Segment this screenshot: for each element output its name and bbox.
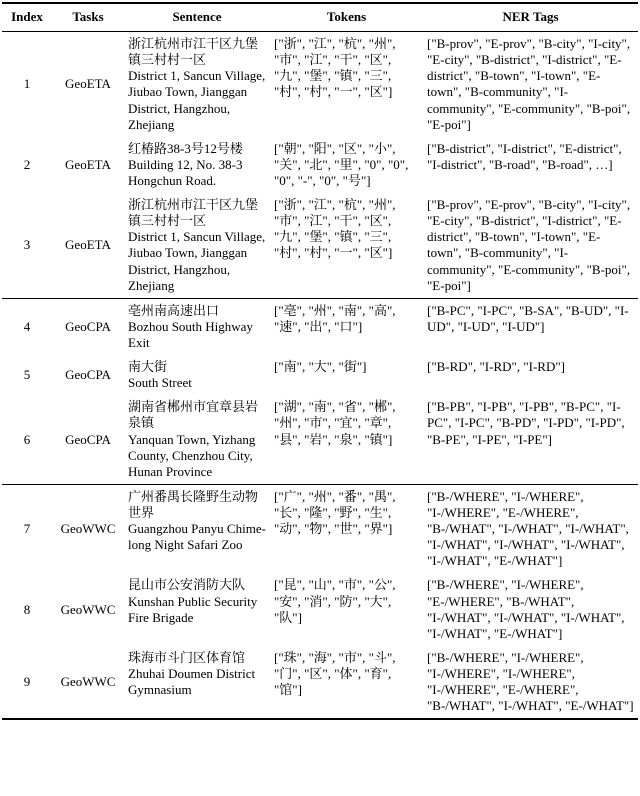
cell-sentence: [124, 298, 270, 355]
cell-ner-tags: ["B-PB", "I-PB", "I-PB", "B-PC", "I-PC", "I-PC", "B-PD", "I-PD", "I-PD", "B-PE", "I-PE", "I-PE"]: [427, 399, 625, 447]
cell-sentence: [124, 646, 270, 719]
table-row: [2, 573, 638, 645]
sentence-english: Bozhou South Highway Exit: [128, 318, 253, 350]
cell-ner-tags: ["B-/WHERE", "I-/WHERE", "E-/WHERE", "B-/WHAT", "I-/WHAT", "I-/WHAT", "I-/WHAT", "I-/WHAT", "E-/WHAT"]: [427, 577, 625, 641]
table-row: [2, 137, 638, 193]
cell-task: GeoETA: [65, 156, 111, 172]
cell-sentence: [124, 484, 270, 573]
sentence-chinese: 昆山市公安消防大队: [128, 577, 246, 593]
cell-task: GeoWWC: [60, 673, 116, 689]
table-row: [2, 32, 638, 137]
sentence-english: District 1, Sancun Village, Jiubao Town, Jianggan District, Hangzhou, Zhejiang: [128, 68, 266, 132]
table-row: [2, 298, 638, 355]
table-row: [2, 646, 638, 719]
cell-index: 6: [23, 431, 31, 447]
cell-sentence: [124, 137, 270, 193]
sentence-chinese: 珠海市斗门区体育馆: [128, 649, 246, 665]
table-row: [2, 355, 638, 395]
column-header-ner-tags: NER Tags: [423, 3, 638, 32]
table-row: [2, 395, 638, 484]
column-header-sentence: Sentence: [124, 3, 270, 32]
table-body: [2, 32, 638, 720]
cell-tokens: ["湖", "南", "省", "郴", "州", "市", "宜", "章", "县", "岩", "泉", "镇"]: [274, 399, 396, 447]
cell-index: 1: [23, 76, 31, 92]
cell-ner-tags: ["B-district", "I-district", "E-district", "I-district", "B-road", "B-road", …]: [427, 140, 622, 172]
sentence-english: District 1, Sancun Village, Jiubao Town, Jianggan District, Hangzhou, Zhejiang: [128, 229, 266, 293]
cell-tokens: ["朝", "阳", "区", "小", "关", "北", "里", "0", "0", "0", "-", "0", "号"]: [274, 140, 409, 188]
cell-task: GeoETA: [65, 76, 111, 92]
cell-sentence: [124, 395, 270, 484]
header-row: [2, 3, 638, 32]
cell-index: 2: [23, 156, 31, 172]
sentence-english: Kunshan Public Security Fire Brigade: [128, 593, 258, 625]
cell-ner-tags: ["B-PC", "I-PC", "B-SA", "B-UD", "I-UD", "I-UD", "I-UD"]: [423, 298, 638, 355]
sentence-english: South Street: [128, 375, 192, 391]
sentence-chinese: 湖南省郴州市宜章县岩泉镇: [128, 399, 259, 431]
cell-tokens: ["浙", "江", "杭", "州", "市", "江", "干", "区", "九", "堡", "镇", "三", "村", "村", "一", "区"]: [274, 197, 396, 261]
cell-index: 3: [23, 237, 31, 253]
cell-index: 5: [23, 367, 31, 383]
cell-task: GeoWWC: [52, 484, 124, 573]
cell-tokens: ["南", "大", "街"]: [274, 359, 367, 375]
cell-task: GeoETA: [65, 237, 111, 253]
ner-examples-table: [2, 2, 638, 720]
cell-task: GeoWWC: [60, 601, 116, 617]
cell-sentence: [124, 355, 270, 395]
cell-tokens: ["亳", "州", "南", "高", "速", "出", "口"]: [270, 298, 423, 355]
cell-index: 4: [2, 298, 52, 355]
sentence-english: Guangzhou Panyu Chime-long Night Safari Zoo: [128, 521, 266, 553]
sentence-english: Building 12, No. 38-3 Hongchun Road.: [128, 156, 243, 188]
cell-ner-tags: ["B-prov", "E-prov", "B-city", "I-city", "E-city", "B-district", "I-district", "E-district", "B-town", "I-town", "E-town", "B-community", "I-community", "E-community", "B-poi", "E-poi"]: [427, 197, 631, 293]
sentence-chinese: 红椿路38-3号12号楼: [128, 140, 243, 156]
cell-task: GeoCPA: [52, 298, 124, 355]
cell-task: GeoCPA: [65, 431, 111, 447]
cell-sentence: [124, 193, 270, 298]
sentence-chinese: 广州番禺长隆野生动物世界: [128, 488, 259, 520]
cell-index: 9: [23, 673, 31, 689]
cell-tokens: ["广", "州", "番", "禺", "长", "隆", "野", "生", "动", "物", "世", "界"]: [270, 484, 423, 573]
cell-index: 8: [23, 601, 31, 617]
cell-ner-tags: ["B-/WHERE", "I-/WHERE", "I-/WHERE", "E-/WHERE", "B-/WHAT", "I-/WHAT", "I-/WHAT", "I-/WHAT", "I-/WHAT", "I-/WHAT", "I-/WHAT", "E-/WHAT"]: [423, 484, 638, 573]
cell-sentence: [124, 32, 270, 137]
column-header-tokens: Tokens: [270, 3, 423, 32]
sentence-english: Zhuhai Doumen District Gymnasium: [128, 665, 256, 698]
column-header-tasks: Tasks: [52, 3, 124, 32]
cell-sentence: [124, 573, 270, 645]
sentence-chinese: 亳州南高速出口: [128, 302, 220, 318]
column-header-index: Index: [2, 3, 52, 32]
sentence-chinese: 浙江杭州市江干区九堡镇三村村一区: [128, 36, 259, 68]
cell-task: GeoCPA: [65, 367, 111, 383]
sentence-english: Yanquan Town, Yizhang County, Chenzhou City, Hunan Province: [128, 431, 256, 479]
table-row: [2, 193, 638, 298]
cell-tokens: ["浙", "江", "杭", "州", "市", "江", "干", "区", "九", "堡", "镇", "三", "村", "村", "一", "区"]: [274, 36, 396, 100]
cell-ner-tags: ["B-RD", "I-RD", "I-RD"]: [427, 359, 565, 375]
table-header: [2, 3, 638, 32]
table-row: [2, 484, 638, 573]
cell-tokens: ["昆", "山", "市", "公", "安", "消", "防", "大", "队"]: [274, 577, 396, 625]
sentence-chinese: 浙江杭州市江干区九堡镇三村村一区: [128, 197, 259, 229]
cell-ner-tags: ["B-/WHERE", "I-/WHERE", "I-/WHERE", "I-/WHERE", "I-/WHERE", "E-/WHERE", "B-/WHAT", "I-/WHAT", "E-/WHAT"]: [427, 649, 634, 714]
cell-index: 7: [2, 484, 52, 573]
sentence-chinese: 南大街: [128, 359, 168, 375]
cell-ner-tags: ["B-prov", "E-prov", "B-city", "I-city", "E-city", "B-district", "I-district", "E-district", "B-town", "I-town", "E-town", "B-community", "I-community", "E-community", "B-poi", "E-poi"]: [427, 36, 631, 132]
cell-tokens: ["珠", "海", "市", "斗", "门", "区", "体", "育", "馆"]: [274, 649, 396, 698]
